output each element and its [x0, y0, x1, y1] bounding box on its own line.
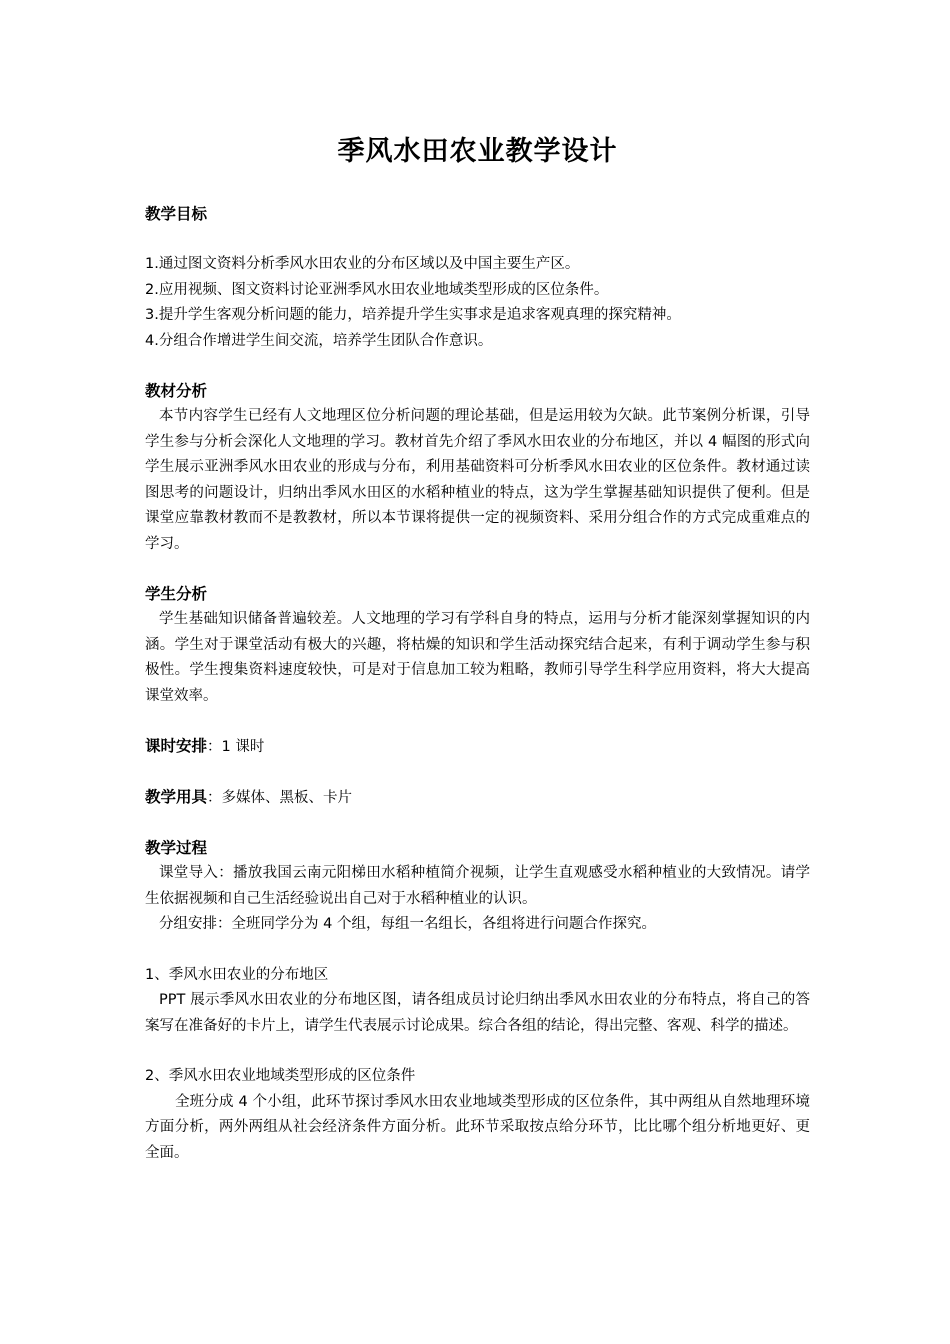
process-intro: 课堂导入：播放我国云南元阳梯田水稻种植简介视频，让学生直观感受水稻种植业的大致情况。请学生依据视频和自己生活经验说出自己对于水稻种植业的认识。 [145, 865, 810, 907]
objective-item-4: 4.分组合作增进学生间交流，培养学生团队合作意识。 [145, 332, 493, 349]
section1-text: PPT 展示季风水田农业的分布地区图，请各组成员讨论归纳出季风水田农业的分布特点，将自己的答案写在准备好的卡片上，请学生代表展示讨论成果。综合各组的结论，得出完整、客观、科学的描述。 [145, 992, 810, 1034]
tools-row [145, 785, 810, 811]
student-analysis-text: 学生基础知识储备普遍较差。人文地理的学习有学科自身的特点，运用与分析才能深刻掌握知识的内涵。学生对于课堂活动有极大的兴趣，将枯燥的知识和学生活动探究结合起来，有利于调动学生参与积极性。学生搜集资料速度较快，可是对于信息加工较为粗略，教师引导学生科学应用资料，将大大提高课堂效率。 [145, 611, 810, 704]
spacer [145, 709, 810, 734]
schedule-label: 课时安排 [145, 737, 208, 755]
document-body [145, 132, 810, 1166]
process-grouping: 分组安排：全班同学分为 4 个组，每组一名组长，各组将进行问题合作探究。 [159, 916, 656, 932]
section2-text: 全班分成 4 个小组，此环节探讨季风水田农业地域类型形成的区位条件，其中两组从自然地理环境方面分析，两外两组从社会经济条件方面分析。此环节采取按点给分环节，比比哪个组分析地更好、更全面。 [145, 1093, 810, 1161]
objective-item-1: 1.通过图文资料分析季风水田农业的分布区域以及中国主要生产区。 [145, 256, 580, 272]
spacer [145, 938, 810, 963]
spacer [145, 811, 810, 836]
tools-value: ：多媒体、黑板、卡片 [207, 790, 353, 806]
student-analysis-heading: 学生分析 [145, 585, 208, 603]
process-heading: 教学过程 [145, 839, 208, 857]
objective-item-3: 3.提升学生客观分析问题的能力，培养提升学生实事求是追求客观真理的探究精神。 [145, 307, 681, 323]
material-analysis-text: 本节内容学生已经有人文地理区位分析问题的理论基础，但是运用较为欠缺。此节案例分析课，引导学生参与分析会深化人文地理的学习。教材首先介绍了季风水田农业的分布地区，并以 4 幅图的形式向学生展示亚洲季风水田农业的形成与分布，利用基础资料可分析季风水田农业的区位条件。教材通过读图思考的问题设计，归纳出季风水田区的水稻种植业的特点，这为学生掌握基础知识提供了便利。但是课堂应靠教材教而不是教教材，所以本节课将提供一定的视频资料、采用分组合作的方式完成重难点的学习。 [145, 408, 810, 552]
spacer [145, 354, 810, 379]
schedule-row [145, 734, 810, 760]
objective-item-2: 2.应用视频、图文资料讨论亚洲季风水田农业地域类型形成的区位条件。 [145, 281, 609, 298]
document-title: 季风水田农业教学设计 [337, 136, 618, 167]
schedule-value: ：1 课时 [207, 739, 265, 755]
objectives-heading: 教学目标 [145, 205, 208, 223]
tools-label: 教学用具 [145, 788, 208, 806]
material-analysis-heading: 教材分析 [145, 382, 208, 400]
section2-title: 2、季风水田农业地域类型形成的区位条件 [145, 1068, 416, 1084]
section1-title: 1、季风水田农业的分布地区 [145, 966, 329, 983]
spacer [145, 227, 810, 252]
spacer [145, 557, 810, 582]
spacer [145, 760, 810, 785]
spacer [145, 1039, 810, 1064]
